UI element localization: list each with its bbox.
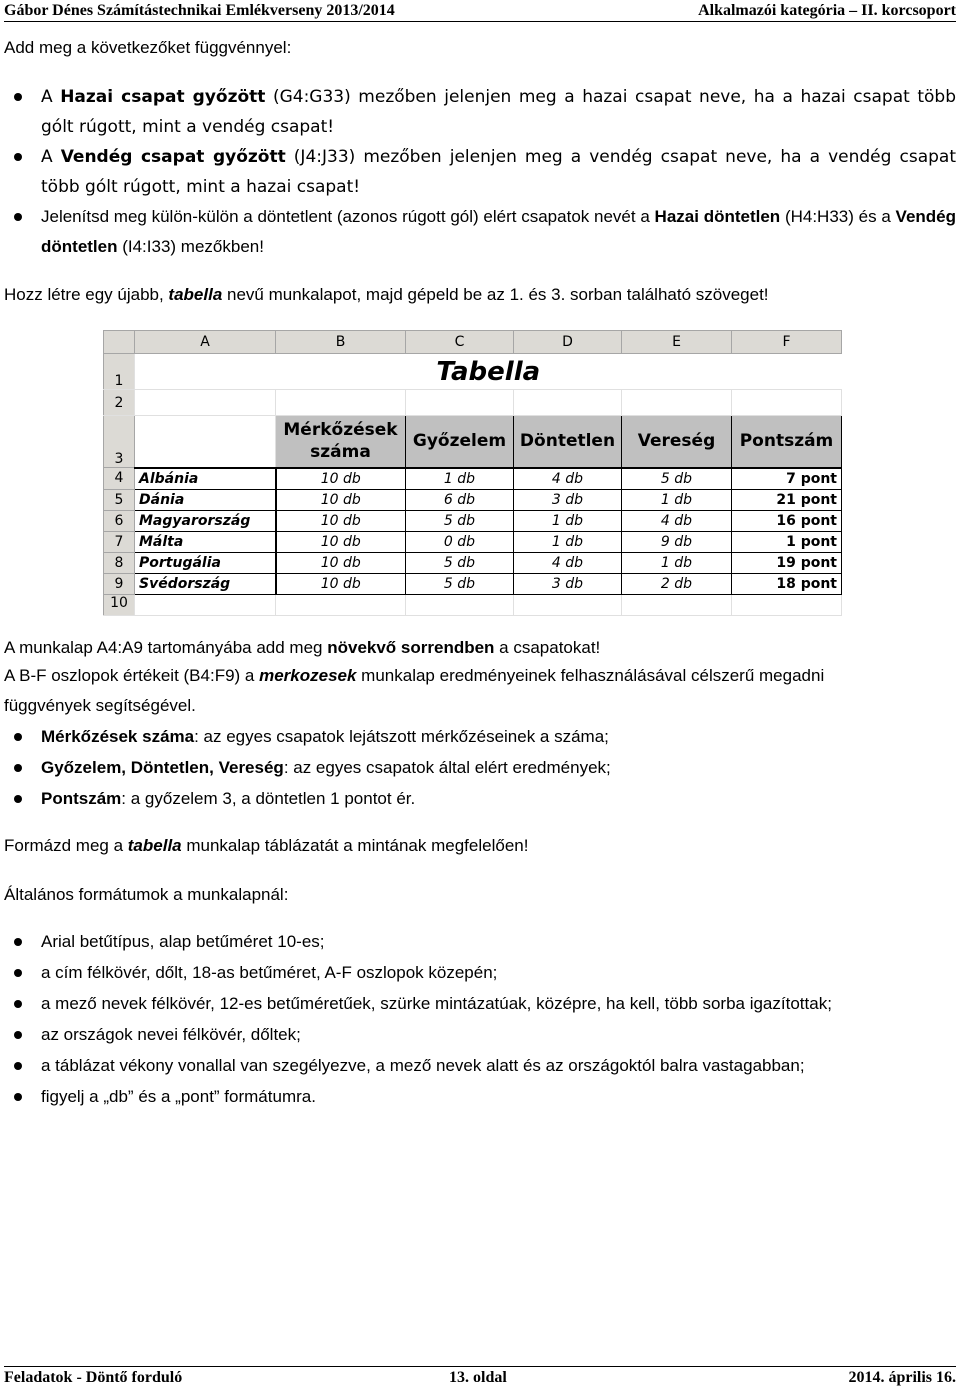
spreadsheet-sample [103,330,858,611]
row-header: 2 [104,390,135,416]
task-draws: Jelenítsd meg külön-külön a döntetlent (azonos rúgott gól) elért csapatok nevét a Hazai döntetlen (H4:H33) és a Vendég döntetlen (I4:I33) mezőkben! [41,207,957,256]
item-points: Pontszám: a győzelem 3, a döntetlen 1 pontot ér. [41,789,416,808]
cell-matches: 10 db [276,468,406,490]
row-header: 1 [104,354,135,390]
table-row [104,489,842,510]
format-item: a táblázat vékony vonallal van szegélyezve, a mező nevek alatt és az országoktól balra vastagabban; [41,1056,805,1075]
function-instruction-cont: függvények segítségével. [4,696,196,715]
page-number: 13. oldal [449,1369,507,1386]
format-item: a mező nevek félkövér, 12-es betűméretűek, szürke mintázatúak, középre, ha kell, több sorba igazítottak; [41,994,832,1013]
bullet-dot [14,153,22,161]
sheet-title: Tabella [135,354,842,390]
bullet-dot [14,1062,22,1070]
team-name: Albánia [135,468,276,490]
header-wins: Győzelem [406,416,514,468]
team-name: Málta [135,531,276,552]
row-header: 9 [104,573,135,594]
cell-losses: 1 db [622,552,732,573]
footer-date: 2014. április 16. [848,1369,956,1386]
team-name: Portugália [135,552,276,573]
competition-title: Gábor Dénes Számítástechnikai Emlékverseny 2013/2014 [4,2,395,19]
col-header: D [514,331,622,354]
header-points: Pontszám [732,416,842,468]
bullet-dot [14,1000,22,1008]
cell-draws: 1 db [514,510,622,531]
category-label: Alkalmazói kategória – II. korcsoport [698,2,956,19]
function-instruction: A B-F oszlopok értékeit (B4:F9) a merkozesek munkalap eredményeinek felhasználásával célszerű megadni [4,666,825,685]
bullet-dot [14,938,22,946]
row-header: 3 [104,416,135,468]
header-draws: Döntetlen [514,416,622,468]
cell-draws: 4 db [514,552,622,573]
format-item: az országok nevei félkövér, dőltek; [41,1025,301,1044]
row-header: 10 [104,594,135,615]
cell-wins: 5 db [406,510,514,531]
team-name: Svédország [135,573,276,594]
header-losses: Vereség [622,416,732,468]
bullet-dot [14,733,22,741]
col-header: A [135,331,276,354]
col-header: E [622,331,732,354]
team-name: Dánia [135,489,276,510]
cell-matches: 10 db [276,573,406,594]
header-matches: Mérkőzések száma [276,416,406,468]
row-header: 8 [104,552,135,573]
cell-matches: 10 db [276,531,406,552]
bullet-dot [14,93,22,101]
item-matches: Mérkőzések száma: az egyes csapatok lejátszott mérkőzéseinek a száma; [41,727,609,746]
table-row [104,510,842,531]
bullet-dot [14,1031,22,1039]
footer-round: Feladatok - Döntő forduló [4,1369,183,1386]
cell-points: 18 pont [732,573,842,594]
task-home-win: A Hazai csapat győzött (G4:G33) mezőben jelenjen meg a hazai csapat neve, ha a hazai csapat több gólt rúgott, mint a vendég csapat! [41,87,956,137]
page-header [4,0,956,22]
general-formats-heading: Általános formátumok a munkalapnál: [4,885,289,904]
create-sheet-text: Hozz létre egy újabb, tabella nevű munkalapot, majd gépeld be az 1. és 3. sorban található szöveget! [4,285,769,304]
format-item: Arial betűtípus, alap betűméret 10-es; [41,932,325,951]
bullet-dot [14,1093,22,1101]
item-results: Győzelem, Döntetlen, Vereség: az egyes csapatok által elért eredmények; [41,758,611,777]
cell-draws: 3 db [514,573,622,594]
page-footer [4,1366,956,1389]
cell-points: 19 pont [732,552,842,573]
col-header: B [276,331,406,354]
cell-wins: 6 db [406,489,514,510]
format-instruction: Formázd meg a tabella munkalap táblázatát a mintának megfelelően! [4,836,529,855]
task-away-win: A Vendég csapat győzött (J4:J33) mezőben jelenjen meg a vendég csapat neve, ha a vendég csapat több gólt rúgott, mint a hazai csapat! [41,147,956,197]
cell-losses: 1 db [622,489,732,510]
cell-wins: 5 db [406,552,514,573]
cell-points: 16 pont [732,510,842,531]
bullet-dot [14,213,22,221]
cell-matches: 10 db [276,510,406,531]
cell-draws: 1 db [514,531,622,552]
intro-text: Add meg a következőket függvénnyel: [4,38,292,57]
cell-draws: 4 db [514,468,622,490]
table-row [104,531,842,552]
corner-cell [104,331,135,354]
team-name: Magyarország [135,510,276,531]
cell-points: 1 pont [732,531,842,552]
row-header: 7 [104,531,135,552]
table-row [104,573,842,594]
col-header: C [406,331,514,354]
bullet-dot [14,764,22,772]
cell-losses: 4 db [622,510,732,531]
cell-draws: 3 db [514,489,622,510]
cell-matches: 10 db [276,552,406,573]
cell-wins: 5 db [406,573,514,594]
row-header: 4 [104,468,135,490]
table-row [104,552,842,573]
sort-instruction: A munkalap A4:A9 tartományába add meg növekvő sorrendben a csapatokat! [4,638,601,657]
cell-wins: 0 db [406,531,514,552]
cell-points: 7 pont [732,468,842,490]
cell-matches: 10 db [276,489,406,510]
cell-wins: 1 db [406,468,514,490]
cell-points: 21 pont [732,489,842,510]
row-header: 5 [104,489,135,510]
table-row [104,468,842,490]
cell-losses: 9 db [622,531,732,552]
format-item: a cím félkövér, dőlt, 18-as betűméret, A-F oszlopok közepén; [41,963,498,982]
cell-losses: 2 db [622,573,732,594]
bullet-dot [14,969,22,977]
row-header: 6 [104,510,135,531]
format-item: figyelj a „db” és a „pont” formátumra. [41,1087,316,1106]
bullet-dot [14,795,22,803]
col-header: F [732,331,842,354]
cell-losses: 5 db [622,468,732,490]
